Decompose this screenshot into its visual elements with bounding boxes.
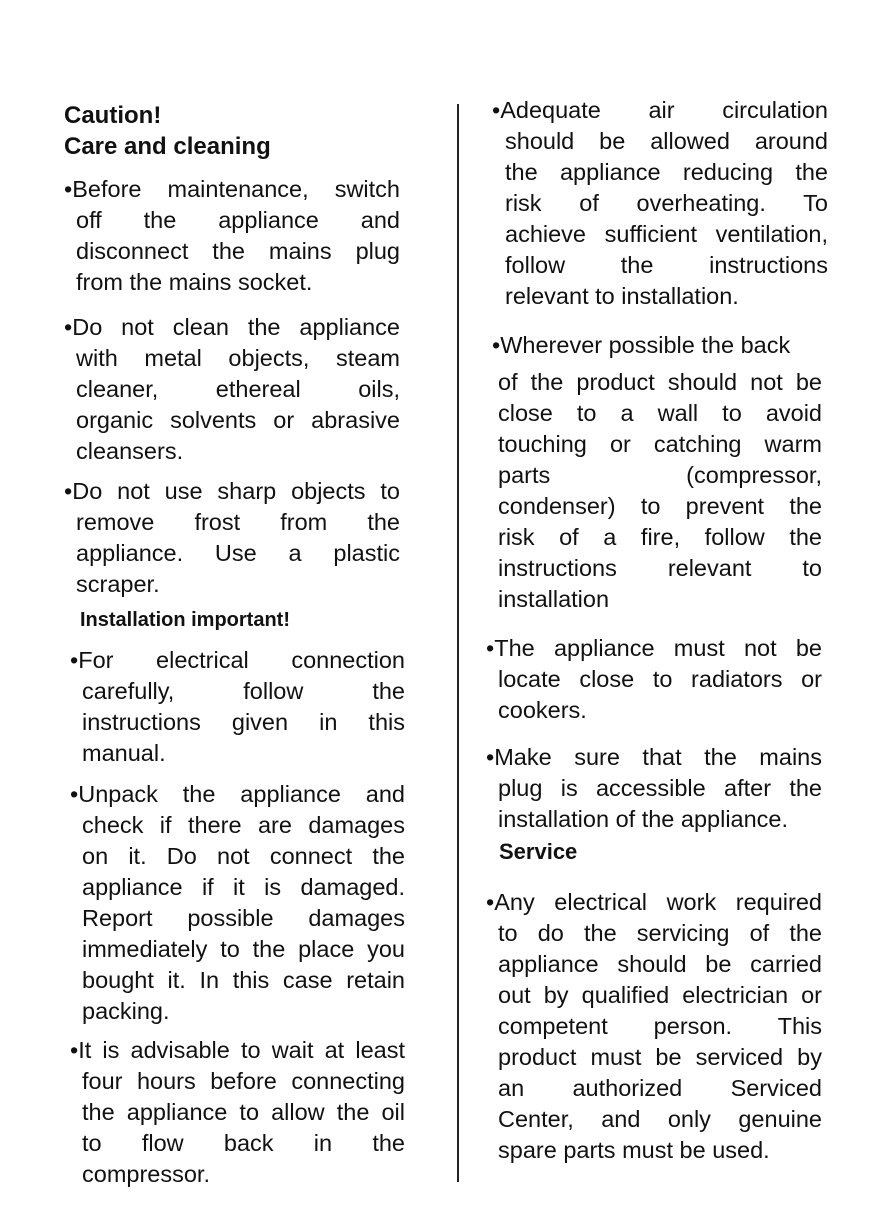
text-line: achieve sufficient ventilation, bbox=[505, 221, 828, 247]
text-line: •Any electrical work required bbox=[486, 889, 822, 915]
text-line: compressor. bbox=[82, 1161, 210, 1187]
bullet-before-maintenance bbox=[64, 174, 400, 298]
text-line: •It is advisable to wait at least bbox=[70, 1037, 405, 1063]
text-line: locate close to radiators or bbox=[498, 666, 822, 692]
text-line: cookers. bbox=[498, 697, 587, 723]
text-line: •For electrical connection bbox=[70, 647, 405, 673]
text-line: the appliance reducing the bbox=[505, 159, 828, 185]
text-line: installation bbox=[498, 586, 610, 612]
text-line: of the product should not be bbox=[498, 369, 822, 395]
text-line: relevant to installation. bbox=[505, 283, 739, 309]
text-line: packing. bbox=[82, 998, 170, 1024]
text-line: Report possible damages bbox=[82, 905, 405, 931]
text-line: risk of a fire, follow the bbox=[498, 524, 822, 550]
bullet-do-not-clean bbox=[64, 312, 400, 467]
text-line: should be allowed around bbox=[505, 128, 828, 154]
text-line: from the mains socket. bbox=[76, 269, 313, 295]
text-line: remove frost from the bbox=[76, 509, 400, 535]
text-line: off the appliance and bbox=[76, 207, 400, 233]
text-line: scraper. bbox=[76, 571, 160, 597]
text-line: an authorized Serviced bbox=[498, 1075, 822, 1101]
text-line: appliance if it is damaged. bbox=[82, 874, 405, 900]
bullet-radiators bbox=[486, 633, 822, 726]
text-line: •The appliance must not be bbox=[486, 635, 822, 661]
text-line: parts (compressor, bbox=[498, 462, 822, 488]
care-cleaning-heading: Care and cleaning bbox=[64, 133, 271, 160]
bullet-wherever-possible bbox=[492, 330, 828, 361]
text-line: to flow back in the bbox=[82, 1130, 405, 1156]
text-line: appliance should be carried bbox=[498, 951, 822, 977]
column-divider bbox=[457, 104, 459, 1182]
text-line: close to a wall to avoid bbox=[498, 400, 822, 426]
text-line: on it. Do not connect the bbox=[82, 843, 405, 869]
bullet-electrical-connection bbox=[70, 645, 405, 769]
text-line: instructions relevant to bbox=[498, 555, 822, 581]
text-line: instructions given in this bbox=[82, 709, 405, 735]
installation-heading: Installation important! bbox=[80, 609, 290, 631]
text-line: risk of overheating. To bbox=[505, 190, 828, 216]
caution-heading: Caution! bbox=[64, 102, 162, 129]
text-line: •Adequate air circulation bbox=[492, 97, 828, 123]
text-line: with metal objects, steam bbox=[76, 345, 400, 371]
text-line: manual. bbox=[82, 740, 166, 766]
text-line: condenser) to prevent the bbox=[498, 493, 822, 519]
text-line: Center, and only genuine bbox=[498, 1106, 822, 1132]
text-line: check if there are damages bbox=[82, 812, 405, 838]
text-line: touching or catching warm bbox=[498, 431, 822, 457]
text-line: spare parts must be used. bbox=[498, 1137, 770, 1163]
bullet-mains-plug bbox=[486, 742, 822, 835]
text-line: disconnect the mains plug bbox=[76, 238, 400, 264]
text-line: plug is accessible after the bbox=[498, 775, 822, 801]
bullet-sharp-objects bbox=[64, 476, 400, 600]
text-line: immediately to the place you bbox=[82, 936, 405, 962]
text-line: •Before maintenance, switch bbox=[64, 176, 400, 202]
text-line: competent person. This bbox=[498, 1013, 822, 1039]
text-line: four hours before connecting bbox=[82, 1068, 405, 1094]
text-line: product must be serviced by bbox=[498, 1044, 822, 1070]
text-line: out by qualified electrician or bbox=[498, 982, 822, 1008]
text-line: cleansers. bbox=[76, 438, 184, 464]
bullet-air-circulation bbox=[492, 95, 828, 312]
text-line: bought it. In this case retain bbox=[82, 967, 405, 993]
bullet-unpack bbox=[70, 779, 405, 1027]
text-line: to do the servicing of the bbox=[498, 920, 822, 946]
text-line: appliance. Use a plastic bbox=[76, 540, 400, 566]
text-line: •Unpack the appliance and bbox=[70, 781, 405, 807]
text-line: the appliance to allow the oil bbox=[82, 1099, 405, 1125]
bullet-wait-four-hours bbox=[70, 1035, 405, 1190]
bullet-electrical-work bbox=[486, 887, 822, 1166]
text-line: organic solvents or abrasive bbox=[76, 407, 400, 433]
text-line: •Do not use sharp objects to bbox=[64, 478, 400, 504]
text-line: follow the instructions bbox=[505, 252, 828, 278]
bullet-wherever-possible-cont bbox=[498, 367, 822, 615]
text-line: cleaner, ethereal oils, bbox=[76, 376, 400, 402]
text-line: carefully, follow the bbox=[82, 678, 405, 704]
text-line: •Do not clean the appliance bbox=[64, 314, 400, 340]
text-line: installation of the appliance. bbox=[498, 806, 789, 832]
service-heading: Service bbox=[499, 839, 578, 864]
text-line: •Make sure that the mains bbox=[486, 744, 822, 770]
text-line: •Wherever possible the back bbox=[492, 332, 791, 358]
